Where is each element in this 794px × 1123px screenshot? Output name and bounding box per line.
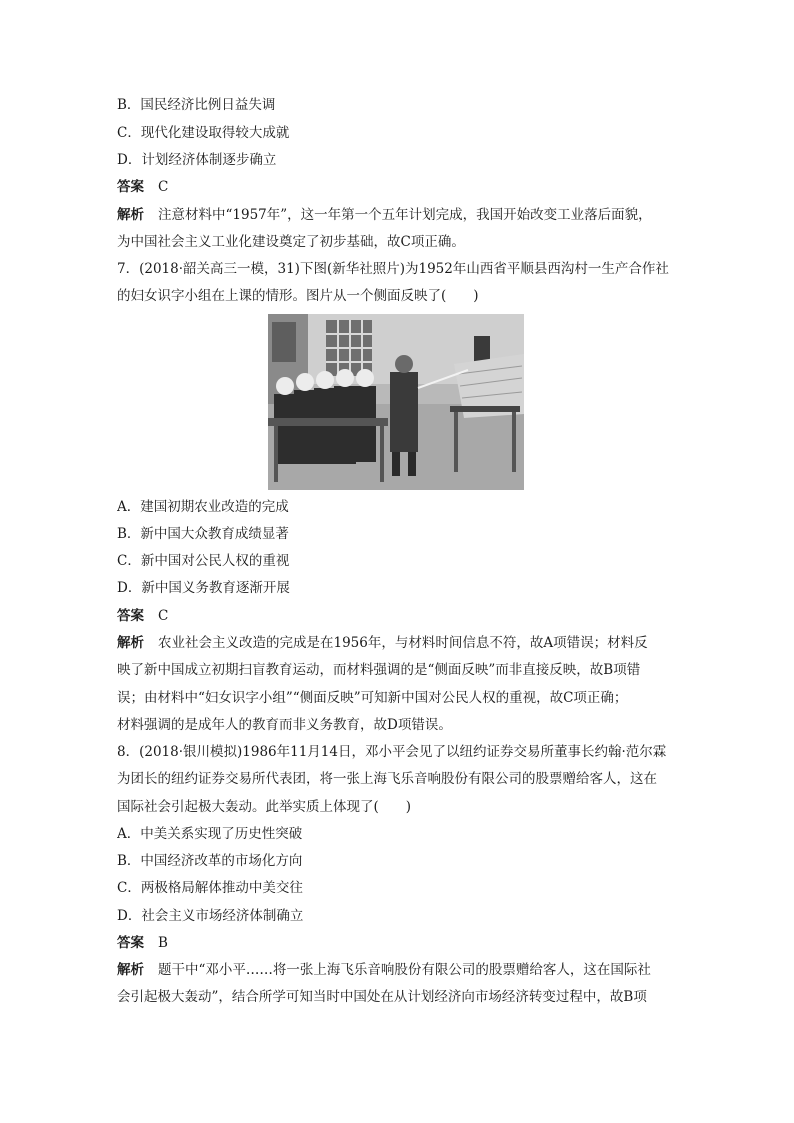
explanation-label: 解析 bbox=[117, 207, 144, 223]
q8-explanation-line-2: 会引起极大轰动”，结合所学可知当时中国处在从计划经济向市场经济转变过程中，故B项 bbox=[117, 989, 647, 1005]
historical-photo bbox=[268, 314, 524, 490]
q6-option-b: B．国民经济比例日益失调 bbox=[117, 97, 276, 113]
q8-option-b: B．中国经济改革的市场化方向 bbox=[117, 853, 303, 869]
answer-label: 答案 bbox=[117, 179, 144, 195]
q7-answer bbox=[117, 606, 683, 626]
answer-value: C bbox=[158, 608, 169, 624]
explanation-text: 题干中“邓小平……将一张上海飞乐音响股份有限公司的股票赠给客人，这在国际社 bbox=[158, 962, 651, 978]
q8-option-a: A．中美关系实现了历史性突破 bbox=[117, 826, 303, 842]
q6-explanation-line-2: 为中国社会主义工业化建设奠定了初步基础，故C项正确。 bbox=[117, 234, 465, 250]
q8-explanation-line-1 bbox=[117, 960, 683, 980]
q7-stem-line-2: 的妇女识字小组在上课的情形。图片从一个侧面反映了( ) bbox=[117, 288, 479, 304]
q8-answer bbox=[117, 933, 683, 953]
q7-option-c: C．新中国对公民人权的重视 bbox=[117, 553, 290, 569]
q8-stem-line-1: 8．(2018·银川模拟)1986年11月14日，邓小平会见了以纽约证券交易所董事长约翰·范尔霖 bbox=[117, 744, 667, 760]
q6-option-c: C．现代化建设取得较大成就 bbox=[117, 125, 290, 141]
explanation-text: 农业社会主义改造的完成是在1956年，与材料时间信息不符，故A项错误；材料反 bbox=[158, 635, 648, 651]
explanation-label: 解析 bbox=[117, 635, 144, 651]
q8-option-c: C．两极格局解体推动中美交往 bbox=[117, 880, 303, 896]
explanation-label: 解析 bbox=[117, 962, 144, 978]
answer-label: 答案 bbox=[117, 935, 144, 951]
answer-label: 答案 bbox=[117, 608, 144, 624]
photo-illustration bbox=[268, 314, 524, 490]
q6-answer bbox=[117, 177, 683, 197]
q7-explanation-line-3: 误；由材料中“妇女识字小组”“侧面反映”可知新中国对公民人权的重视，故C项正确； bbox=[117, 690, 628, 706]
q7-option-d: D．新中国义务教育逐渐开展 bbox=[117, 580, 290, 596]
q7-stem-line-1: 7．(2018·韶关高三一模，31)下图(新华社照片)为1952年山西省平顺县西沟村一生产合作社 bbox=[117, 261, 669, 277]
q7-option-a: A．建国初期农业改造的完成 bbox=[117, 499, 289, 515]
q8-option-d: D．社会主义市场经济体制确立 bbox=[117, 908, 304, 924]
q7-explanation-line-2: 映了新中国成立初期扫盲教育运动，而材料强调的是“侧面反映”而非直接反映，故B项错 bbox=[117, 662, 641, 678]
q7-option-b: B．新中国大众教育成绩显著 bbox=[117, 526, 289, 542]
q7-explanation-line-4: 材料强调的是成年人的教育而非义务教育，故D项错误。 bbox=[117, 717, 452, 733]
answer-value: C bbox=[158, 179, 169, 195]
q8-stem-line-3: 国际社会引起极大轰动。此举实质上体现了( ) bbox=[117, 799, 412, 815]
q7-explanation-line-1 bbox=[117, 633, 683, 653]
answer-value: B bbox=[158, 935, 168, 951]
explanation-text: 注意材料中“1957年”，这一年第一个五年计划完成，我国开始改变工业落后面貌， bbox=[158, 207, 652, 223]
q6-explanation-line-1 bbox=[117, 205, 683, 225]
q8-stem-line-2: 为团长的纽约证券交易所代表团，将一张上海飞乐音响股份有限公司的股票赠给客人，这在 bbox=[117, 771, 657, 787]
q6-option-d: D．计划经济体制逐步确立 bbox=[117, 152, 277, 168]
